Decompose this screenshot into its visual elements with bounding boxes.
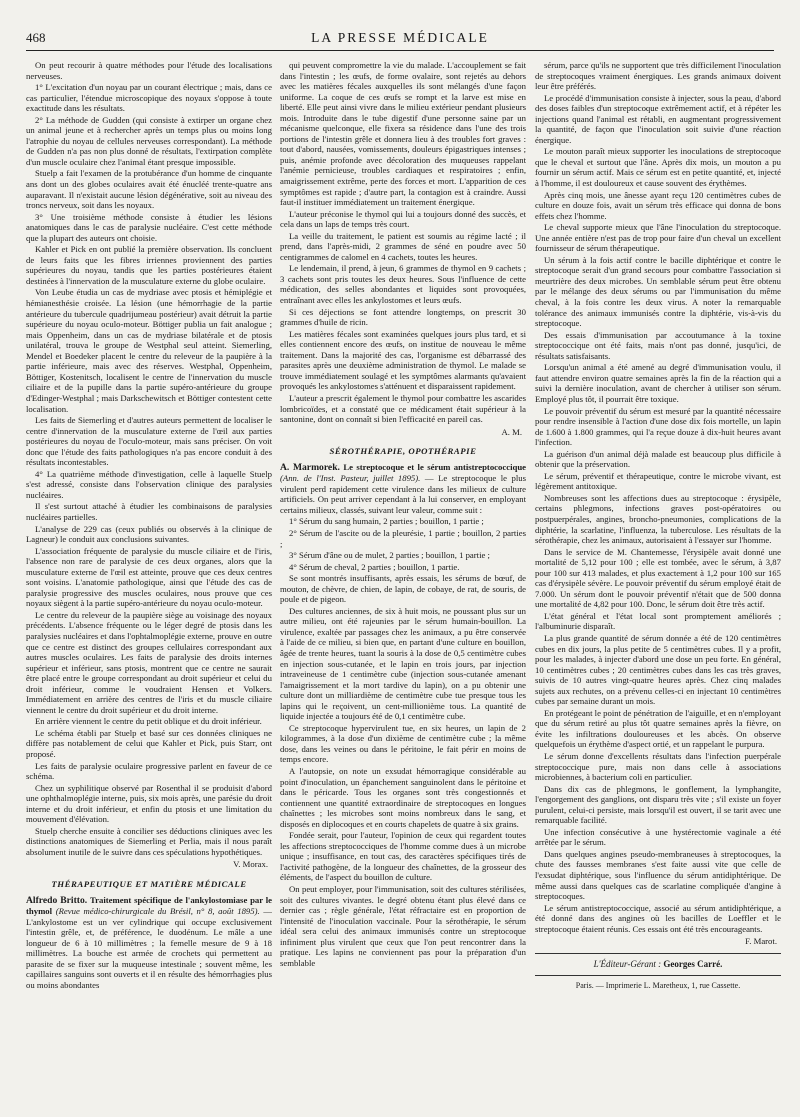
paragraph: Fondée serait, pour l'auteur, l'opinion de ceux qui regardent toutes les affections streptococciques de l'homme comme dues à un microbe unique ; insuffisance, en tout cas, des caractères spécifiques tirés de l'activité pathogène, de la longueur des chaînettes, de la grosseur des éléments, de l'aspect du bouillon de culture. (280, 830, 526, 883)
paragraph: Dans quelques angines pseudo-membraneuses à streptocoques, la chute des fausses membranes s'est faite aussi vite que celle de l'exsudat diphtérique, sous l'influence du sérum antidiphtérique. De même aussi dans quelques cas de scarlatine compliquée d'angine à streptocoques. (535, 848, 781, 902)
article-heading-britto (26, 895, 272, 991)
article-lead: — L'ankylostome est un ver cylindrique qui occupe exclusivement l'intestin grêle, et, de préférence, le duodénum. Le mâle a une longueur de 6 à 10 millimètres ; la femelle mesure de 9 à 18 millimètres. La bouche est armée de crochets qui permettent au parasite de se fixer sur la muqueuse intestinale ; souvent même, les capillaires sanguins sont ouverts et il en résulte des hémorrhagies plus ou moins abondantes (26, 906, 272, 990)
footer-divider-2 (535, 975, 781, 976)
paragraph: En protégeant le point de pénétration de l'aiguille, et en n'employant que du sérum retiré au plus tôt quatre semaines après la fièvre, on évite les infiltrations douloureuses et les abcès. On observe quelquefois un érythème d'aspect ortié, et un rappelant le purpura. (535, 707, 781, 750)
paragraph: Le centre du releveur de la paupière siège au voisinage des noyaux précédents. L'absence fréquente ou le léger degré de ptosis dans les paralysies nucléaires et dans l'ophtalmoplégie externe, prouve en outre que ce centre est distinct des groupes cellulaires correspondant aux autres muscles oculaires. Les faits de paralysie des droits internes supérieur et inférieur, sans ptosis, montrent que ce centre ne saurait être placé entre le groupe correspondant au droit supérieur et celui du droit inférieur, comme le voudraient Hensen et Volkers. Immédiatement en arrière des centres de l'iris et du muscle ciliaire viennent le centre du droit supérieur et du droit interne. (26, 609, 272, 715)
article-author: A. Marmorek. (280, 461, 340, 473)
article-heading-marmorek (280, 462, 526, 516)
col3-text (535, 60, 781, 934)
paragraph: On peut employer, pour l'immunisation, soit des cultures stérilisées, soit des cultures vivantes. le degré obtenu étant plus élevé dans ce dernier cas ; règle générale, l'état réfractaire est en proportion de l'intensité de l'inoculation vaccinale. Pour la sérothérapie, le sérum idéal sera celui des animaux immunisés contre un streptocoque infiniment plus virulent que ceux que l'on peut rencontrer dans la pratique. Les lapins ne conviennent pas pour la préparation d'un semblable (280, 884, 526, 968)
paragraph: A l'autopsie, on note un exsudat hémorragique considérable au point d'inoculation, un épanchement sanguinolent dans le péritoine et dans le péricarde. Tous les organes sont très congestionnés et contiennent une quantité extraordinaire de streptocoques en longues chaînettes ; les microbes sont moins nombreux dans le sang, et disposés en diplocoques et en courts chapelets de quatre à six grains. (280, 766, 526, 829)
paragraph: Le cheval supporte mieux que l'âne l'inoculation du streptocoque. Une année entière n'est pas de trop pour faire d'un cheval un excellent fournisseur de sérum thérapeutique. (535, 222, 781, 254)
section-title-serotherapie: SÉROTHÉRAPIE, OPOTHÉRAPIE (329, 446, 477, 457)
paragraph: Le sérum donne d'excellents résultats dans l'infection puerpérale streptococcique pure, mais non dans celle à associations microbiennes, à bacterium coli en particulier. (535, 751, 781, 783)
article-lead: — Le streptocoque le plus virulent perd rapidement cette virulence dans les milieux de culture artificiels. On peut arriver cependant à la lui conserver, en employant certains milieux, classés, suivant leur valeur, comme suit : (280, 473, 526, 515)
paragraph: Dans le service de M. Chantemesse, l'érysipèle avait donné une mortalité de 5,12 pour 100 ; elle est tombée, avec le sérum, à 3,87 pour 100 sur 413 malades, et plus exactement à 1,2 pour 100 sur 165 cas d'érysipèle sévère. Le pouvoir préventif du sérum employé était de 7.000. Un sérum dont le pouvoir préventif n'était que de 500 donna une mortalité de 4,82 pour 100. Donc, le sérum doit être très actif. (535, 546, 781, 610)
col1-text (26, 60, 272, 857)
paragraph: Le schéma établi par Stuelp et basé sur ces données cliniques ne diffère pas notablement de celui que Kahler et Pick, puis Starr, ont proposé. (26, 727, 272, 759)
signature-am: A. M. (501, 426, 522, 437)
paragraph: Il s'est surtout attaché à étudier les combinaisons de paralysies nucléaires partielles. (26, 501, 272, 522)
col2-article-text (280, 516, 526, 968)
article-reference: (Ann. de l'Inst. Pasteur, juillet 1895). (280, 473, 421, 484)
col2-text (280, 60, 526, 425)
paragraph: 2° Sérum de l'ascite ou de la pleurésie, 1 partie ; bouillon, 2 parties ; (280, 527, 526, 549)
article-title: Le streptocoque et le sérum antistreptococcique (343, 461, 526, 472)
paragraph: Von Leube étudia un cas de mydriase avec ptosis et hémiplégie et hémianesthésie croisée. La lésion (une hémorrhagie de la partie antérieure du tubercule quadrijumeau postérieur) avait détruit la partie supérieure du noyau oculo-moteur. Böttiger publia un fait analogue ; mais Oppenheim, dans un cas de mydriase bilatérale et de ptosis unilatéral, trouva le groupe de Westphal seul atteint. Siemerling, Mendel et Boedeker placent le centre du releveur de la paupière à la partie inférieure, mais avec des réserves. Westphal, Oppenheim, Böttiger, Kostenitsch, localisent le centre de l'innervation du muscle ciliaire et de la pupille dans la partie supéro-antérieure du groupe d'Edinger-Westphal ; mais Darkschewitsch et Böttiger contestent cette localisation. (26, 287, 272, 414)
paragraph: L'association fréquente de paralysie du muscle ciliaire et de l'iris, l'absence non rare de paralysie de ces deux organes, alors que la musculature externe de l'œil est atteinte, prouve que ces deux centres sont voisins. L'anatomie pathologique, ainsi que l'étude des cas de paralysie progressive des muscles oculaires, nous prouve que ces noyaux siègent à la partie supéro-antérieure du noyau oculo-moteur. (26, 545, 272, 609)
paragraph: Le lendemain, il prend, à jeun, 6 grammes de thymol en 9 cachets ; 3 cachets sont pris toutes les deux heures. Sous l'influence de cette médication, des selles abondantes et liquides sont provoquées, entraînant avec elles les ankylostomes et leurs œufs. (280, 263, 526, 306)
paragraph: 3° Sérum d'âne ou de mulet, 2 parties ; bouillon, 1 partie ; (289, 550, 490, 561)
page-header (26, 30, 774, 51)
paragraph: Nombreuses sont les affections dues au streptocoque : érysipèle, certains phlegmons, infections graves post-opératoires ou postpuerpérales, angines, broncho-pneumonies, complications de la diphtérie, la scarlatine, l'influenza, la tuberculose. Les résultats de la sérothérapie, chez les animaux, autorisaient à l'essayer sur l'homme. (535, 492, 781, 546)
article-reference: (Revue médico-chirurgicale du Brésil, n° 8, août 1895). (55, 906, 260, 917)
paragraph: Dans dix cas de phlegmons, le gonflement, la lymphangite, l'engorgement des ganglions, ont disparu très vite ; s'il existe un foyer purulent, celui-ci persiste, mais lorsqu'il est ouvert, il se tarit avec une remarquable facilité. (535, 783, 781, 826)
paragraph: On peut recourir à quatre méthodes pour l'étude des localisations nerveuses. (26, 60, 272, 81)
paragraph: Des essais d'immunisation par accoutumance à la toxine streptococcique ont été faits, mais n'ont pas donné, jusqu'ici, de résultats satisfaisants. (535, 329, 781, 361)
editor-line (535, 959, 781, 970)
paragraph: Stuelp cherche ensuite à concilier ses déductions cliniques avec les distinctions anatomiques de Siemerling et Perlia, mais il nous paraît absolument inutile de le suivre dans ces spéculations hypothétiques. (26, 825, 272, 857)
article-author: Alfredo Britto. (26, 894, 88, 906)
page-number: 468 (26, 30, 46, 45)
paragraph: qui peuvent compromettre la vie du malade. L'accouplement se fait dans l'intestin ; les œufs, de forme ovalaire, sont rejetés au dehors avec les matières fécales auxquelles ils sont mélangés d'une façon uniforme. La coque de ces œufs se rompt et la larve est mise en liberté. Elle peut ainsi vivre dans le milieu extérieur pendant plusieurs mois. Introduite dans le tube digestif d'une personne saine par un mécanisme quelconque, elle fixera sa résidence dans l'une des trois portions de l'intestin grêle et donnera lieu à des troubles fort graves : tout d'abord, nausées, vomissements, douleurs épigastriques intenses ; puis, anémie profonde avec décoloration des muqueuses rappelant l'anémie pernicieuse, troubles cardiaques et respiratoires ; enfin, amaigrissement extrême, perte des forces et mort. L'apparition de ces symptômes est rapide ; d'autre part, la contagion est à craindre. Aussi faut-il instituer immédiatement un traitement énergique. (280, 60, 526, 208)
paragraph: sérum, parce qu'ils ne supportent que très difficilement l'inoculation de streptocoques vraiment énergiques. Les grands animaux doivent leur être préférés. (535, 60, 781, 92)
paragraph: Lorsqu'un animal a été amené au degré d'immunisation voulu, il faut attendre environ quatre semaines après la fin de la réaction qui a suivi la dernière inoculation, avant de chercher à utiliser son sérum. Employé plus tôt, il pourrait être toxique. (535, 362, 781, 404)
paragraph: Le sérum, préventif et thérapeutique, contre le microbe vivant, est légèrement antitoxique. (535, 470, 781, 492)
paragraph: 4° Sérum de cheval, 2 parties ; bouillon, 1 partie. (289, 561, 460, 572)
paragraph: En arrière viennent le centre du petit oblique et du droit inférieur. (35, 716, 262, 727)
column-2 (280, 60, 526, 1110)
paragraph: Le procédé d'immunisation consiste à injecter, sous la peau, d'abord des doses faibles d'un streptocoque extrêmement actif, et à répéter les injections quand l'animal est rétabli, en augmentant progressivement la quantité, de façon que l'inoculation soit suivie d'une réaction énergique. (535, 92, 781, 145)
paragraph: Les faits de paralysie oculaire progressive parlent en faveur de ce schéma. (26, 760, 272, 782)
paragraph: La guérison d'un animal déjà malade est beaucoup plus difficile à obtenir que la préservation. (535, 448, 781, 470)
paragraph: La veille du traitement, le patient est soumis au régime lacté ; il prend, dans l'après-midi, 2 grammes de séné en poudre avec 50 centigrammes de calomel en 4 cachets, toutes les heures. (280, 230, 526, 262)
journal-title: LA PRESSE MÉDICALE (311, 30, 489, 45)
paragraph: Stuelp a fait l'examen de la protubérance d'un homme de cinquante ans dont un des globes oculaires avait été énucléé trente-quatre ans auparavant. Il n'existait aucune lésion dégénérative, soit au niveau des troncs nerveux, soit dans les noyaux. (26, 168, 272, 211)
paragraph: Les faits de Siemerling et d'autres auteurs permettent de localiser le centre d'innervation de la musculature externe de l'œil aux parties postérieures du noyau de l'oculo-moteur, mais sans préciser. On voit donc que l'étude des faits pathologiques n'a pas encore conduit à des résultats incontestables. (26, 415, 272, 468)
paragraph: L'auteur préconise le thymol qui lui a toujours donné des succès, et cela dans un laps de temps très court. (280, 208, 526, 230)
editor-name: Georges Carré. (663, 958, 723, 969)
paragraph: Chez un syphilitique observé par Rosenthal il se produisit d'abord une ophthalmoplégie interne, puis, six mois après, une parésie du droit interne et du droit inférieur, et enfin du ptosis et une limitation du mouvement d'élévation. (26, 782, 272, 825)
paragraph: 4° La quatrième méthode d'investigation, celle à laquelle Stuelp s'est adressé, consiste dans l'observation clinique des paralysies nucléaires. (26, 468, 272, 500)
paragraph: Si ces déjections se font attendre longtemps, on prescrit 30 grammes d'huile de ricin. (280, 306, 526, 328)
footer-divider (535, 953, 781, 954)
printer-line: Paris. — Imprimerie L. Maretheux, 1, rue Cassette. (575, 981, 741, 991)
signature-morax: V. Morax. (233, 859, 268, 870)
paragraph: Kahler et Pick en ont publié la première observation. Ils concluent de leurs faits que les fibres irriennes proviennent des parties supérieures du noyau, tandis que les parties postérieures étaient destinées à l'innervation de la musculature externe du globe oculaire. (26, 244, 272, 286)
signature-marot: F. Marot. (745, 936, 777, 947)
paragraph: 1° Sérum du sang humain, 2 parties ; bouillon, 1 partie ; (289, 516, 484, 527)
article-title: Traitement spécifique de l'ankylostomiase par le thymol (26, 894, 272, 917)
paragraph: Ce streptocoque hypervirulent tue, en six heures, un lapin de 2 kilogrammes, à la dose d'un dixième de centimètre cube ; la même dose, dans les veines ou dans le péritoine, le fait périr en moins de temps encore. (280, 722, 526, 765)
paragraph: L'état général et l'état local sont promptement améliorés ; l'albuminurie disparaît. (535, 610, 781, 632)
editor-label: L'Éditeur-Gérant : (593, 958, 662, 969)
column-3 (535, 60, 781, 1110)
paragraph: Des cultures anciennes, de six à huit mois, ne poussant plus sur un autre milieu, ont été rajeunies par le sérum humain-bouillon. La virulence, exaltée par passages chez les animaux, a pu être conservée à l'aide de ce milieu, si bien que, en partant d'une culture en bouillon, âgée de trente heures, tuant la souris à la dose de 0,5 centimètre cubes en injection sous-cutanée, et le lapin en trois jours, par injection intraveineuse de 1 centimètre cube (injection sous-cutanée amenant l'amaigrissement et la mort tardive du lapin), on a pu obtenir une culture dont un milliardième de centimètre cube tue presque tous les lapins qui le reçoivent, un cent-millionième tous. La quantité de liquide injectée a toujours été de 0,1 centimètre cube. (280, 605, 526, 722)
paragraph: Le sérum antistreptococcique, associé au sérum antidiphtérique, a été donné dans des angines où les bacilles de Loeffler et le streptocoque étaient réunis. Ces essais ont été très encourageants. (535, 902, 781, 934)
paragraph: Le pouvoir préventif du sérum est mesuré par la quantité nécessaire pour rendre insensible à l'action d'une dose dix fois mortelle, un lapin de 1.600 à 1.800 grammes, qui l'a reçue douze à dix-huit heures avant l'infection. (535, 405, 781, 448)
paragraph: 1° L'excitation d'un noyau par un courant électrique ; mais, dans ce cas particulier, l'étendue microscopique des noyaux s'oppose à toute exactitude dans les résultats. (26, 82, 272, 114)
paragraph: 3° Une troisième méthode consiste à étudier les lésions anatomiques dans le cas de paralysie nucléaire. C'est cette méthode que la plupart des auteurs ont choisie. (26, 211, 272, 243)
paragraph: Une infection consécutive à une hystérectomie vaginale a été arrêtée par le sérum. (535, 826, 781, 848)
paragraph: 2° La méthode de Gudden (qui consiste à extirper un organe chez un animal jeune et à rechercher après un temps plus ou moins long l'atrophie du noyau de cellules nerveuses correspondant). La méthode de Gudden n'a pas non plus donné de résultats, l'extirpation complète d'un muscle oculaire chez l'animal étant presque impossible. (26, 114, 272, 167)
paragraph: Après cinq mois, une ânesse ayant reçu 120 centimètres cubes de culture en douze fois, avait un sérum très efficace qui donna de bons effets chez l'homme. (535, 189, 781, 221)
paragraph: Un sérum à la fois actif contre le bacille diphtérique et contre le streptocoque serait d'un grand secours pour combattre l'association si meurtrière des deux microbes. Un semblable sérum peut être obtenu par le mélange des deux sérums ou par l'immunisation du même cheval, à la fois contre les deux virus. A noter la remarquable tolérance des animaux immunisés contre la diphtérie, vis-à-vis du streptocoque. (535, 254, 781, 329)
paragraph: La plus grande quantité de sérum donnée a été de 120 centimètres cubes en dix jours, la plus petite de 5 centimètres cubes. Il y a profit, pour les malades, à injecter d'abord une dose un peu forte. En général, 10 centimètres cubes ; 20 centimètres cubes dans les cas très graves, suivis de 10 autres vingt-quatre heures après. Chez cinq malades sujets aux rechutes, on a prévenu celles-ci en injectant 10 centimètres cubes par semaine durant un mois. (535, 632, 781, 707)
paragraph: Les matières fécales sont examinées quelques jours plus tard, et si elles contiennent encore des œufs, on institue de nouveau le même traitement. Dans la majorité des cas, l'organisme est débarrassé des parasites après une deuxième administration de thymol. Le malade se trouve immédiatement soulagé et les symptômes alarmants qu'avaient provoqués les ankylostomes s'atténuent et disparaissent rapidement. (280, 328, 526, 392)
paragraph: Le mouton paraît mieux supporter les inoculations de streptocoque que le cheval et surtout que l'âne. Après dix mois, un mouton a pu fournir un sérum actif. Mais ce sérum est en petite quantité, et, injecté à l'homme, il est douloureux et cause souvent des érythèmes. (535, 146, 781, 189)
paragraph: Se sont montrés insuffisants, après essais, les sérums de bœuf, de mouton, de chèvre, de chien, de lapin, de cobaye, de rat, de souris, de poule et de pigeon. (280, 573, 526, 605)
paragraph: L'auteur a prescrit également le thymol pour combattre les ascarides lombricoïdes, et a constaté que ce médicament était supérieur à la santonine, dont on connaît si bien l'efficacité en pareil cas. (280, 392, 526, 425)
column-1 (26, 60, 272, 1110)
paragraph: L'analyse de 229 cas (ceux publiés ou observés à la clinique de Lagneur) le conduit aux conclusions suivantes. (26, 523, 272, 545)
section-title-therapeutique: THÉRAPEUTIQUE ET MATIÈRE MÉDICALE (51, 879, 247, 890)
